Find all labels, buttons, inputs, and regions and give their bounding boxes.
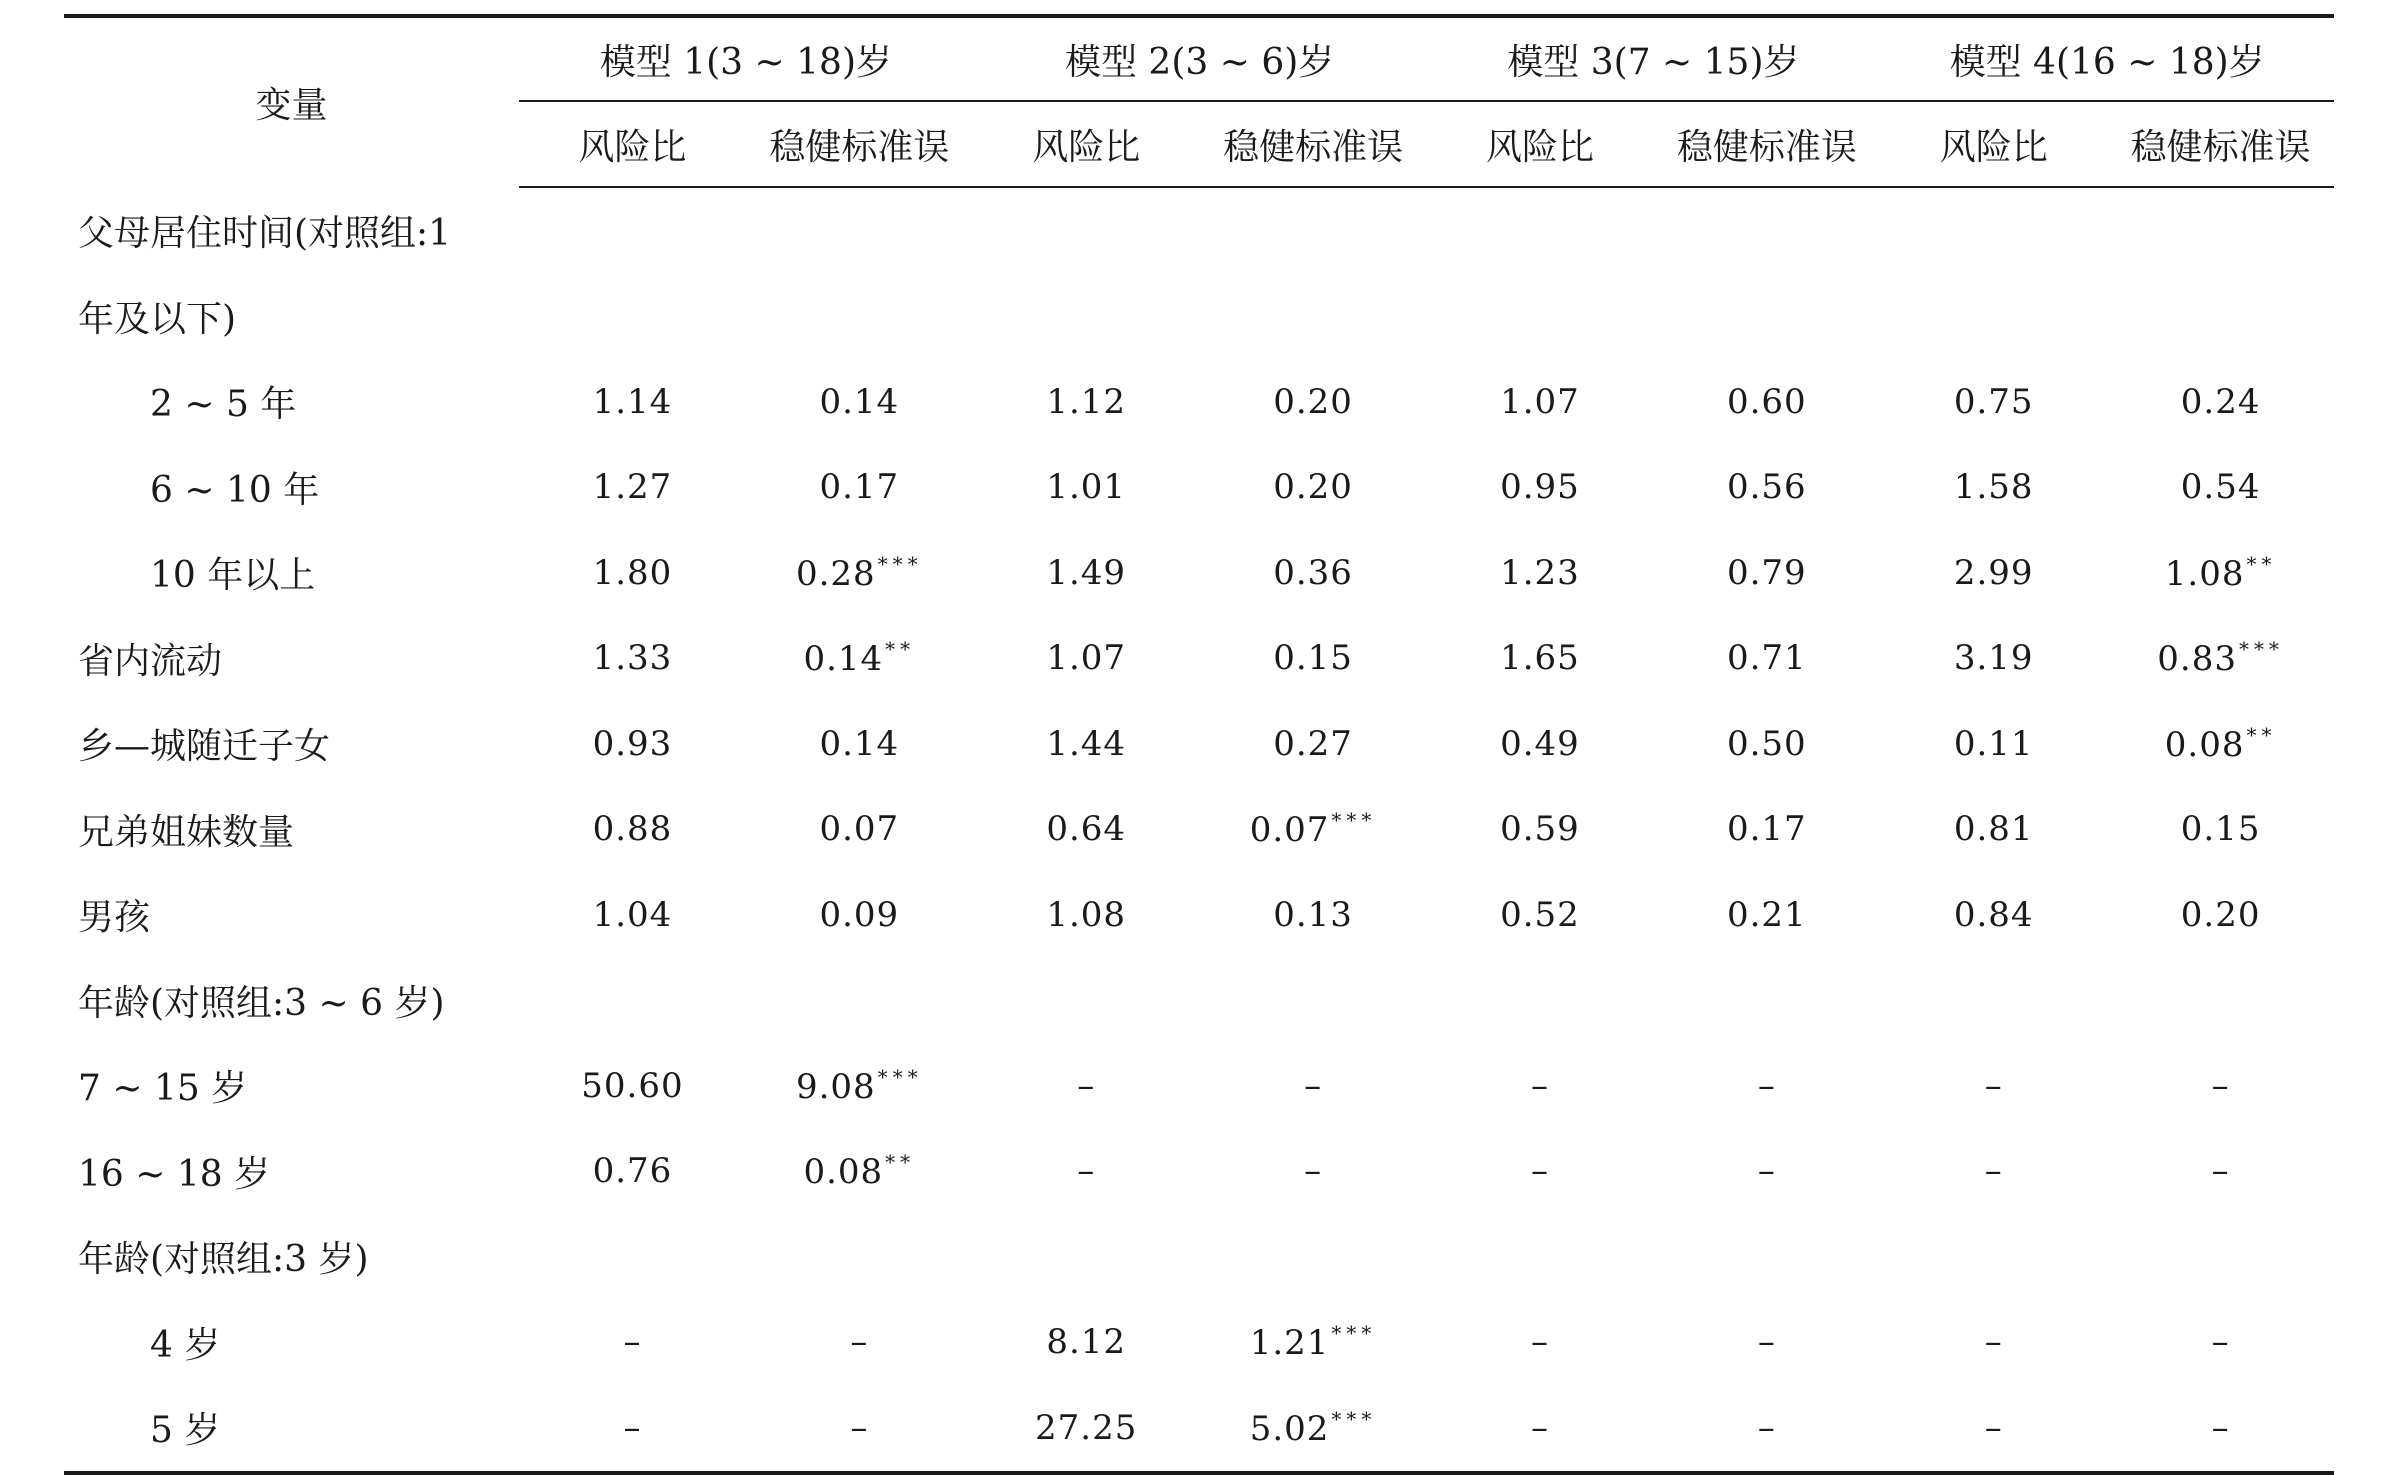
hazard-ratio-cell — [1880, 1300, 2107, 1386]
cell-value: 0.56 — [1726, 467, 1807, 508]
section-row — [64, 274, 2334, 360]
cell-value: – — [1984, 1065, 2003, 1106]
cell-value: 1.04 — [592, 894, 673, 935]
robust-se-cell — [1653, 445, 1880, 531]
hazard-ratio-cell — [973, 1214, 1200, 1300]
cell-value: 0.54 — [2180, 467, 2261, 508]
robust-se-cell — [746, 872, 973, 958]
hazard-ratio-cell — [1880, 616, 2107, 702]
regression-table — [64, 14, 2334, 1475]
hazard-ratio-cell — [973, 1129, 1200, 1215]
hazard-ratio-cell — [519, 187, 746, 274]
robust-se-cell — [1653, 1214, 1880, 1300]
cell-value: – — [1757, 1065, 1776, 1106]
cell-value: – — [1530, 1065, 1549, 1106]
robust-se-cell — [1200, 701, 1427, 787]
regression-table-container — [64, 14, 2334, 1475]
hazard-ratio-cell — [519, 445, 746, 531]
cell-value: 0.20 — [1273, 467, 1353, 508]
cell-value: 1.23 — [1500, 552, 1580, 593]
variable-label: 乡—城随迁子女 — [78, 726, 331, 768]
cell-value: 2.99 — [1953, 552, 2034, 593]
robust-se-cell — [1653, 530, 1880, 616]
cell-value: 0.09 — [819, 894, 900, 935]
robust-se-cell — [2107, 530, 2334, 616]
cell-value: 0.88 — [592, 809, 673, 850]
cell-value: 0.71 — [1726, 638, 1807, 679]
robust-se-cell — [2107, 1129, 2334, 1215]
section-label: 年龄(对照组:3 岁) — [78, 1239, 369, 1281]
robust-se-cell — [2107, 1214, 2334, 1300]
robust-se-cell — [1653, 187, 1880, 274]
hazard-ratio-cell — [973, 958, 1200, 1044]
cell-value: 0.79 — [1726, 552, 1807, 593]
significance-stars: ** — [2246, 722, 2277, 747]
cell-value: 0.36 — [1273, 552, 1353, 593]
cell-value: 0.20 — [2180, 894, 2261, 935]
table-row — [64, 359, 2334, 445]
robust-se-cell — [1653, 958, 1880, 1044]
cell-value: – — [1530, 1322, 1549, 1363]
robust-se-cell — [2107, 701, 2334, 787]
robust-se-cell — [1653, 1129, 1880, 1215]
robust-se-cell — [1653, 787, 1880, 873]
table-row — [64, 1300, 2334, 1386]
robust-se-header: 稳健标准误 — [1200, 101, 1427, 187]
cell-value: 0.27 — [1273, 723, 1353, 764]
hazard-ratio-header: 风险比 — [1880, 101, 2107, 187]
cell-value: 1.80 — [592, 552, 673, 593]
robust-se-cell — [1653, 1385, 1880, 1473]
cell-value: 0.17 — [1726, 809, 1807, 850]
robust-se-cell — [2107, 958, 2334, 1044]
hazard-ratio-cell — [1427, 359, 1654, 445]
model-3-header: 模型 3(7 ~ 15)岁 — [1427, 16, 1881, 101]
variable-label: 5 岁 — [64, 1385, 519, 1473]
robust-se-cell — [1200, 274, 1427, 360]
robust-se-cell — [746, 616, 973, 702]
cell-value: – — [2211, 1151, 2230, 1192]
cell-value: 50.60 — [581, 1065, 684, 1106]
hazard-ratio-cell — [1427, 1300, 1654, 1386]
cell-value: 3.19 — [1953, 638, 2034, 679]
cell-value: 1.07 — [1046, 638, 1127, 679]
variable-label: 2 ~ 5 年 — [150, 384, 297, 426]
section-row — [64, 958, 2334, 1044]
robust-se-cell — [1200, 1129, 1427, 1215]
cell-value: 0.64 — [1046, 809, 1127, 850]
robust-se-cell — [746, 701, 973, 787]
hazard-ratio-cell — [1427, 187, 1654, 274]
hazard-ratio-cell — [519, 274, 746, 360]
cell-value: – — [2211, 1407, 2230, 1448]
robust-se-cell — [746, 274, 973, 360]
hazard-ratio-cell — [519, 1300, 746, 1386]
cell-value: 0.28 — [795, 553, 876, 594]
cell-value: 9.08 — [795, 1066, 876, 1107]
cell-value: – — [1757, 1407, 1776, 1448]
significance-stars: ** — [885, 637, 916, 662]
table-row — [64, 1043, 2334, 1129]
robust-se-cell — [2107, 1300, 2334, 1386]
hazard-ratio-cell — [973, 445, 1200, 531]
cell-value: 0.11 — [1953, 723, 2034, 764]
hazard-ratio-header: 风险比 — [519, 101, 746, 187]
hazard-ratio-cell — [973, 616, 1200, 702]
cell-value: 1.14 — [592, 381, 673, 422]
cell-value: 0.15 — [1273, 638, 1353, 679]
cell-value: 0.14 — [819, 381, 900, 422]
hazard-ratio-cell — [519, 1385, 746, 1473]
table-row — [64, 1385, 2334, 1473]
cell-value: 0.52 — [1500, 894, 1580, 935]
robust-se-cell — [1200, 958, 1427, 1044]
variable-label: 4 岁 — [150, 1324, 221, 1366]
hazard-ratio-cell — [1880, 1043, 2107, 1129]
robust-se-cell — [1200, 1300, 1427, 1386]
cell-value: 0.08 — [803, 1152, 884, 1193]
cell-value: 1.21 — [1249, 1323, 1330, 1364]
hazard-ratio-cell — [519, 1043, 746, 1129]
cell-value: – — [850, 1322, 869, 1363]
variable-label: 10 年以上 — [150, 555, 316, 597]
table-row — [64, 872, 2334, 958]
robust-se-cell — [2107, 274, 2334, 360]
robust-se-cell — [1200, 187, 1427, 274]
cell-value: 0.07 — [1249, 810, 1330, 851]
hazard-ratio-cell — [1427, 530, 1654, 616]
cell-value: 0.95 — [1500, 467, 1580, 508]
cell-value: 0.15 — [2180, 809, 2261, 850]
hazard-ratio-cell — [973, 530, 1200, 616]
section-label: 年及以下) — [78, 298, 237, 340]
robust-se-cell — [1653, 359, 1880, 445]
robust-se-cell — [746, 445, 973, 531]
hazard-ratio-cell — [973, 1043, 1200, 1129]
robust-se-cell — [746, 1129, 973, 1215]
hazard-ratio-cell — [519, 958, 746, 1044]
robust-se-cell — [1200, 872, 1427, 958]
hazard-ratio-cell — [519, 616, 746, 702]
robust-se-cell — [1200, 1385, 1427, 1473]
robust-se-cell — [1653, 1300, 1880, 1386]
table-row — [64, 530, 2334, 616]
significance-stars: *** — [877, 1064, 923, 1089]
hazard-ratio-cell — [1427, 1129, 1654, 1215]
hazard-ratio-cell — [519, 1129, 746, 1215]
hazard-ratio-cell — [973, 872, 1200, 958]
robust-se-cell — [746, 530, 973, 616]
cell-value: – — [1530, 1407, 1549, 1448]
cell-value: 1.58 — [1953, 467, 2034, 508]
hazard-ratio-cell — [519, 872, 746, 958]
cell-value: – — [623, 1322, 642, 1363]
robust-se-cell — [1200, 359, 1427, 445]
robust-se-cell — [1653, 701, 1880, 787]
table-row — [64, 616, 2334, 702]
robust-se-cell — [1200, 445, 1427, 531]
cell-value: 0.50 — [1726, 723, 1807, 764]
variable-label: 7 ~ 15 岁 — [78, 1068, 248, 1110]
cell-value: 0.21 — [1726, 894, 1807, 935]
variable-label: 兄弟姐妹数量 — [78, 811, 295, 853]
hazard-ratio-cell — [1880, 445, 2107, 531]
cell-value: 1.33 — [592, 638, 673, 679]
robust-se-cell — [746, 1043, 973, 1129]
hazard-ratio-cell — [1427, 958, 1654, 1044]
cell-value: 1.08 — [2164, 553, 2245, 594]
cell-value: – — [1304, 1065, 1323, 1106]
cell-value: 0.75 — [1953, 381, 2034, 422]
cell-value: 1.44 — [1046, 723, 1127, 764]
significance-stars: *** — [877, 551, 923, 576]
hazard-ratio-cell — [973, 187, 1200, 274]
robust-se-header: 稳健标准误 — [2107, 101, 2334, 187]
cell-value: 5.02 — [1249, 1408, 1330, 1449]
table-body — [64, 187, 2334, 1473]
cell-value: 0.83 — [2157, 639, 2237, 680]
hazard-ratio-cell — [973, 274, 1200, 360]
cell-value: 1.08 — [1046, 894, 1127, 935]
significance-stars: *** — [1331, 808, 1377, 833]
hazard-ratio-cell — [1427, 1385, 1654, 1473]
cell-value: 0.14 — [803, 639, 884, 680]
cell-value: 0.08 — [2164, 724, 2245, 765]
hazard-ratio-cell — [1427, 1043, 1654, 1129]
robust-se-cell — [746, 958, 973, 1044]
robust-se-cell — [1653, 1043, 1880, 1129]
cell-value: 0.24 — [2180, 381, 2261, 422]
section-row — [64, 187, 2334, 274]
model-1-header: 模型 1(3 ~ 18)岁 — [519, 16, 973, 101]
robust-se-cell — [1653, 872, 1880, 958]
hazard-ratio-cell — [1427, 1214, 1654, 1300]
model-2-header: 模型 2(3 ~ 6)岁 — [973, 16, 1427, 101]
hazard-ratio-cell — [1880, 1214, 2107, 1300]
robust-se-cell — [1200, 787, 1427, 873]
robust-se-cell — [2107, 187, 2334, 274]
cell-value: – — [1757, 1151, 1776, 1192]
robust-se-cell — [746, 1214, 973, 1300]
significance-stars: ** — [885, 1150, 916, 1175]
robust-se-cell — [1200, 1214, 1427, 1300]
hazard-ratio-cell — [519, 787, 746, 873]
cell-value: 1.07 — [1500, 381, 1580, 422]
variable-label: 省内流动 — [78, 640, 223, 682]
significance-stars: *** — [1331, 1321, 1377, 1346]
cell-value: 0.49 — [1500, 723, 1580, 764]
hazard-ratio-cell — [973, 787, 1200, 873]
cell-value: – — [2211, 1322, 2230, 1363]
hazard-ratio-header: 风险比 — [1427, 101, 1654, 187]
table-row — [64, 701, 2334, 787]
significance-stars: *** — [1331, 1406, 1377, 1431]
cell-value: 0.17 — [819, 467, 900, 508]
hazard-ratio-cell — [973, 1300, 1200, 1386]
robust-se-cell — [2107, 359, 2334, 445]
hazard-ratio-cell — [519, 359, 746, 445]
cell-value: 0.84 — [1953, 894, 2034, 935]
cell-value: – — [1984, 1322, 2003, 1363]
cell-value: 0.81 — [1953, 809, 2034, 850]
hazard-ratio-cell — [519, 701, 746, 787]
variable-column-header: 变量 — [255, 85, 328, 126]
cell-value: 1.49 — [1046, 552, 1127, 593]
hazard-ratio-cell — [973, 701, 1200, 787]
hazard-ratio-cell — [1427, 872, 1654, 958]
hazard-ratio-cell — [1880, 359, 2107, 445]
cell-value: 0.14 — [819, 723, 900, 764]
robust-se-cell — [2107, 616, 2334, 702]
robust-se-cell — [1200, 616, 1427, 702]
robust-se-cell — [746, 1300, 973, 1386]
hazard-ratio-cell — [1880, 187, 2107, 274]
robust-se-cell — [2107, 787, 2334, 873]
cell-value: 0.93 — [592, 723, 673, 764]
hazard-ratio-cell — [1427, 701, 1654, 787]
variable-label: 16 ~ 18 岁 — [78, 1153, 271, 1195]
cell-value: 8.12 — [1046, 1322, 1127, 1363]
section-label: 父母居住时间(对照组:1 — [78, 212, 452, 254]
significance-stars: *** — [2238, 637, 2284, 662]
cell-value: 0.07 — [819, 809, 900, 850]
table-row — [64, 1129, 2334, 1215]
section-label: 年龄(对照组:3 ~ 6 岁) — [78, 982, 445, 1024]
robust-se-cell — [746, 187, 973, 274]
robust-se-cell — [1653, 274, 1880, 360]
hazard-ratio-cell — [1880, 701, 2107, 787]
robust-se-cell — [746, 359, 973, 445]
hazard-ratio-cell — [1880, 1129, 2107, 1215]
cell-value: – — [1530, 1151, 1549, 1192]
robust-se-cell — [1653, 616, 1880, 702]
cell-value: 1.12 — [1046, 381, 1127, 422]
cell-value: – — [1757, 1322, 1776, 1363]
hazard-ratio-cell — [519, 530, 746, 616]
robust-se-cell — [2107, 1385, 2334, 1473]
cell-value: – — [1077, 1151, 1096, 1192]
hazard-ratio-cell — [1880, 274, 2107, 360]
hazard-ratio-cell — [973, 359, 1200, 445]
cell-value: – — [1077, 1065, 1096, 1106]
hazard-ratio-cell — [519, 1214, 746, 1300]
header-row-groups — [64, 16, 2334, 101]
cell-value: – — [1984, 1407, 2003, 1448]
cell-value: 0.59 — [1500, 809, 1580, 850]
hazard-ratio-cell — [1880, 958, 2107, 1044]
cell-value: 0.13 — [1273, 894, 1353, 935]
hazard-ratio-cell — [1880, 787, 2107, 873]
section-row — [64, 1214, 2334, 1300]
variable-label: 6 ~ 10 年 — [150, 469, 320, 511]
robust-se-cell — [746, 787, 973, 873]
cell-value: – — [850, 1407, 869, 1448]
model-4-header: 模型 4(16 ~ 18)岁 — [1880, 16, 2334, 101]
robust-se-header: 稳健标准误 — [1653, 101, 1880, 187]
hazard-ratio-cell — [1427, 445, 1654, 531]
robust-se-cell — [746, 1385, 973, 1473]
cell-value: 0.76 — [592, 1151, 673, 1192]
hazard-ratio-cell — [1427, 616, 1654, 702]
hazard-ratio-header: 风险比 — [973, 101, 1200, 187]
cell-value: – — [2211, 1065, 2230, 1106]
hazard-ratio-cell — [1880, 872, 2107, 958]
robust-se-cell — [2107, 1043, 2334, 1129]
hazard-ratio-cell — [973, 1385, 1200, 1473]
hazard-ratio-cell — [1427, 787, 1654, 873]
cell-value: 27.25 — [1035, 1407, 1138, 1448]
robust-se-cell — [2107, 872, 2334, 958]
robust-se-cell — [1200, 1043, 1427, 1129]
hazard-ratio-cell — [1427, 274, 1654, 360]
cell-value: – — [1304, 1151, 1323, 1192]
table-row — [64, 787, 2334, 873]
cell-value: 1.01 — [1046, 467, 1127, 508]
table-row — [64, 445, 2334, 531]
robust-se-cell — [2107, 445, 2334, 531]
cell-value: 0.20 — [1273, 381, 1353, 422]
cell-value: 0.60 — [1726, 381, 1807, 422]
table-header — [64, 16, 2334, 187]
hazard-ratio-cell — [1880, 1385, 2107, 1473]
cell-value: 1.27 — [592, 467, 673, 508]
cell-value: – — [1984, 1151, 2003, 1192]
robust-se-cell — [1200, 530, 1427, 616]
variable-label: 男孩 — [78, 897, 151, 939]
cell-value: – — [623, 1407, 642, 1448]
significance-stars: ** — [2246, 551, 2277, 576]
hazard-ratio-cell — [1880, 530, 2107, 616]
cell-value: 1.65 — [1500, 638, 1580, 679]
robust-se-header: 稳健标准误 — [746, 101, 973, 187]
